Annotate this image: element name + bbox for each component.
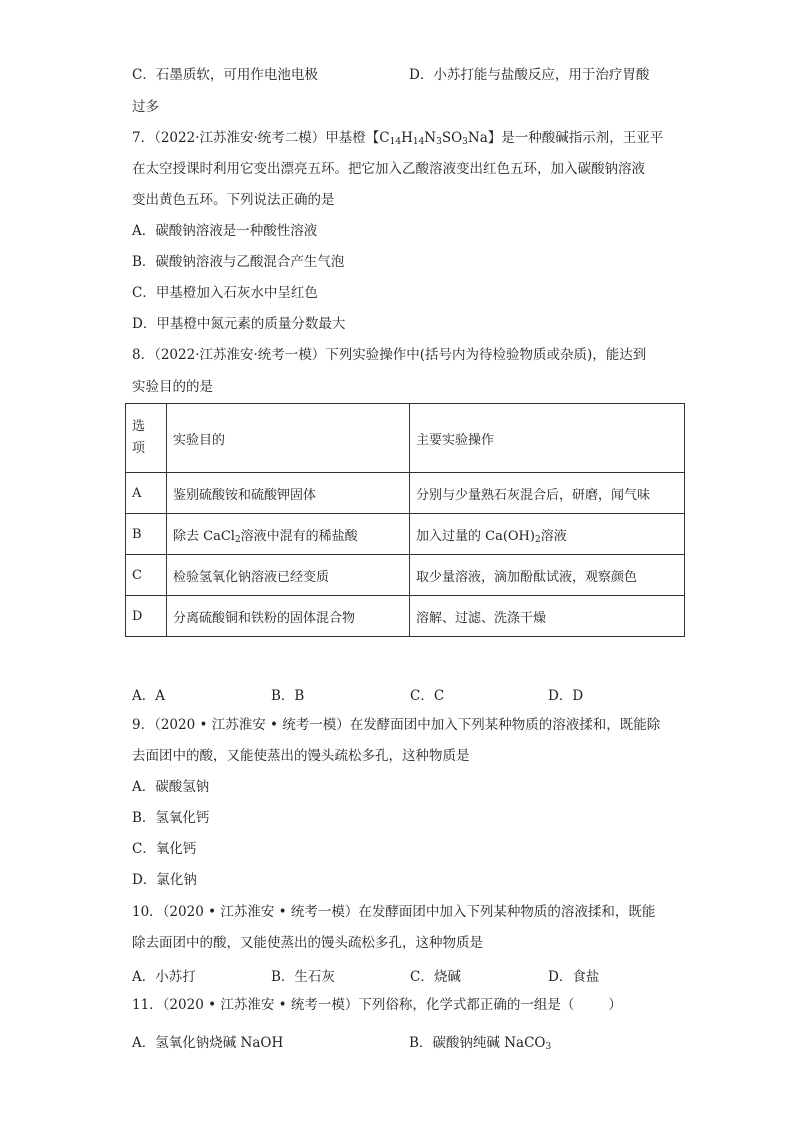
formula-part: H bbox=[401, 130, 413, 146]
operation-pre: 加入过量的 Ca(OH) bbox=[416, 528, 535, 544]
q9-stem-line2: 去面团中的酸，又能使蒸出的馒头疏松多孔，这种物质是 bbox=[132, 748, 470, 764]
table-header-row bbox=[126, 404, 685, 473]
q11-option-a: A．氢氧化钠烧碱 NaOH bbox=[132, 1035, 284, 1051]
q7-stem-post: Na】是一种酸碱指示剂，王亚平 bbox=[467, 130, 664, 146]
q8-options bbox=[132, 684, 692, 702]
q8-stem-line1: 8．（2022·江苏淮安·统考一模）下列实验操作中(括号内为待检验物质或杂质)，能达到 bbox=[132, 347, 647, 363]
purpose-post: 溶液中混有的稀盐酸 bbox=[240, 528, 358, 544]
q9-option-b: B．氢氧化钙 bbox=[132, 810, 210, 826]
q7-stem-pre: 7．（2022·江苏淮安·统考二模）甲基橙【C bbox=[132, 130, 390, 146]
q7-option-d: D．甲基橙中氮元素的质量分数最大 bbox=[132, 316, 346, 332]
formula-part: SO bbox=[441, 130, 463, 146]
q6-option-d-cont: 过多 bbox=[132, 99, 159, 115]
row-option: A bbox=[126, 473, 167, 514]
q7-option-a: A．碳酸钠溶液是一种酸性溶液 bbox=[132, 223, 318, 239]
q9-option-c: C．氧化钙 bbox=[132, 841, 197, 857]
q7-stem-line1 bbox=[132, 129, 663, 147]
q10-option-d: D．食盐 bbox=[548, 969, 600, 985]
row-operation: 取少量溶液，滴加酚酞试液，观察颜色 bbox=[410, 555, 685, 596]
formula-sub: 14 bbox=[412, 137, 425, 147]
q11-stem-close: ） bbox=[608, 997, 622, 1013]
row-option: D bbox=[126, 596, 167, 637]
q8-table bbox=[125, 403, 685, 637]
row-purpose: 检验氢氧化钠溶液已经变质 bbox=[167, 555, 410, 596]
q7-stem-line2: 在太空授课时利用它变出漂亮五环。把它加入乙酸溶液变出红色五环，加入碳酸钠溶液 bbox=[132, 161, 645, 177]
row-purpose bbox=[167, 514, 410, 555]
q6-option-d: D．小苏打能与盐酸反应，用于治疗胃酸 bbox=[409, 67, 650, 83]
formula-part: N bbox=[424, 130, 437, 146]
q8-stem-line2: 实验目的的是 bbox=[132, 379, 213, 395]
q11-option-b bbox=[409, 1034, 551, 1052]
row-purpose: 分离硫酸铜和铁粉的固体混合物 bbox=[167, 596, 410, 637]
q7-stem-line3: 变出黄色五环。下列说法正确的是 bbox=[132, 192, 335, 208]
row-operation: 溶解、过滤、洗涤干燥 bbox=[410, 596, 685, 637]
q8-option-a: A．A bbox=[132, 688, 165, 704]
row-operation: 分别与少量熟石灰混合后，研磨，闻气味 bbox=[410, 473, 685, 514]
q10-stem-line1: 10．（2020 • 江苏淮安 • 统考一模）在发酵面团中加入下列某种物质的溶液揉和，既能 bbox=[132, 904, 656, 920]
table-row bbox=[126, 514, 685, 555]
q6-option-c: C．石墨质软，可用作电池电极 bbox=[132, 67, 318, 83]
header-purpose: 实验目的 bbox=[167, 404, 410, 473]
operation-post: 溶液 bbox=[540, 528, 567, 544]
row-option: C bbox=[126, 555, 167, 596]
header-option bbox=[126, 404, 167, 473]
q10-option-a: A．小苏打 bbox=[132, 969, 196, 985]
purpose-pre: 除去 CaCl bbox=[173, 528, 235, 544]
q11-stem bbox=[132, 996, 622, 1014]
formula-sub: 3 bbox=[545, 1042, 552, 1052]
formula-sub: 14 bbox=[389, 137, 402, 147]
q10-options bbox=[132, 965, 692, 983]
header-operation: 主要实验操作 bbox=[410, 404, 685, 473]
formula-sub: 3 bbox=[462, 137, 468, 147]
q7-option-b: B．碳酸钠溶液与乙酸混合产生气泡 bbox=[132, 254, 345, 270]
q11-option-b-text: B．碳酸钠纯碱 NaCO bbox=[409, 1035, 546, 1051]
table-row bbox=[126, 555, 685, 596]
q8-option-d: D．D bbox=[548, 688, 584, 704]
q10-stem-line2: 除去面团中的酸，又能使蒸出的馒头疏松多孔，这种物质是 bbox=[132, 935, 483, 951]
formula-sub: 3 bbox=[436, 137, 442, 147]
row-purpose: 鉴别硫酸铵和硫酸钾固体 bbox=[167, 473, 410, 514]
q10-option-b: B．生石灰 bbox=[271, 969, 335, 985]
table-row bbox=[126, 473, 685, 514]
q9-option-d: D．氯化钠 bbox=[132, 872, 197, 888]
q11-stem-text: 11．（2020 • 江苏淮安 • 统考一模）下列俗称，化学式都正确的一组是（ bbox=[132, 997, 575, 1013]
q8-option-c: C．C bbox=[410, 688, 445, 704]
q7-option-c: C．甲基橙加入石灰水中呈红色 bbox=[132, 285, 318, 301]
q9-stem-line1: 9．（2020 • 江苏淮安 • 统考一模）在发酵面团中加入下列某种物质的溶液揉和，既能除 bbox=[132, 717, 661, 733]
row-operation bbox=[410, 514, 685, 555]
formula-sub: 2 bbox=[534, 534, 541, 545]
table-row bbox=[126, 596, 685, 637]
header-option-char2: 项 bbox=[132, 441, 146, 456]
row-option: B bbox=[126, 514, 167, 555]
formula-sub: 2 bbox=[234, 534, 241, 545]
header-option-char1: 选 bbox=[132, 419, 146, 434]
q8-option-b: B．B bbox=[271, 688, 305, 704]
q10-option-c: C．烧碱 bbox=[410, 969, 461, 985]
q9-option-a: A．碳酸氢钠 bbox=[132, 779, 210, 795]
